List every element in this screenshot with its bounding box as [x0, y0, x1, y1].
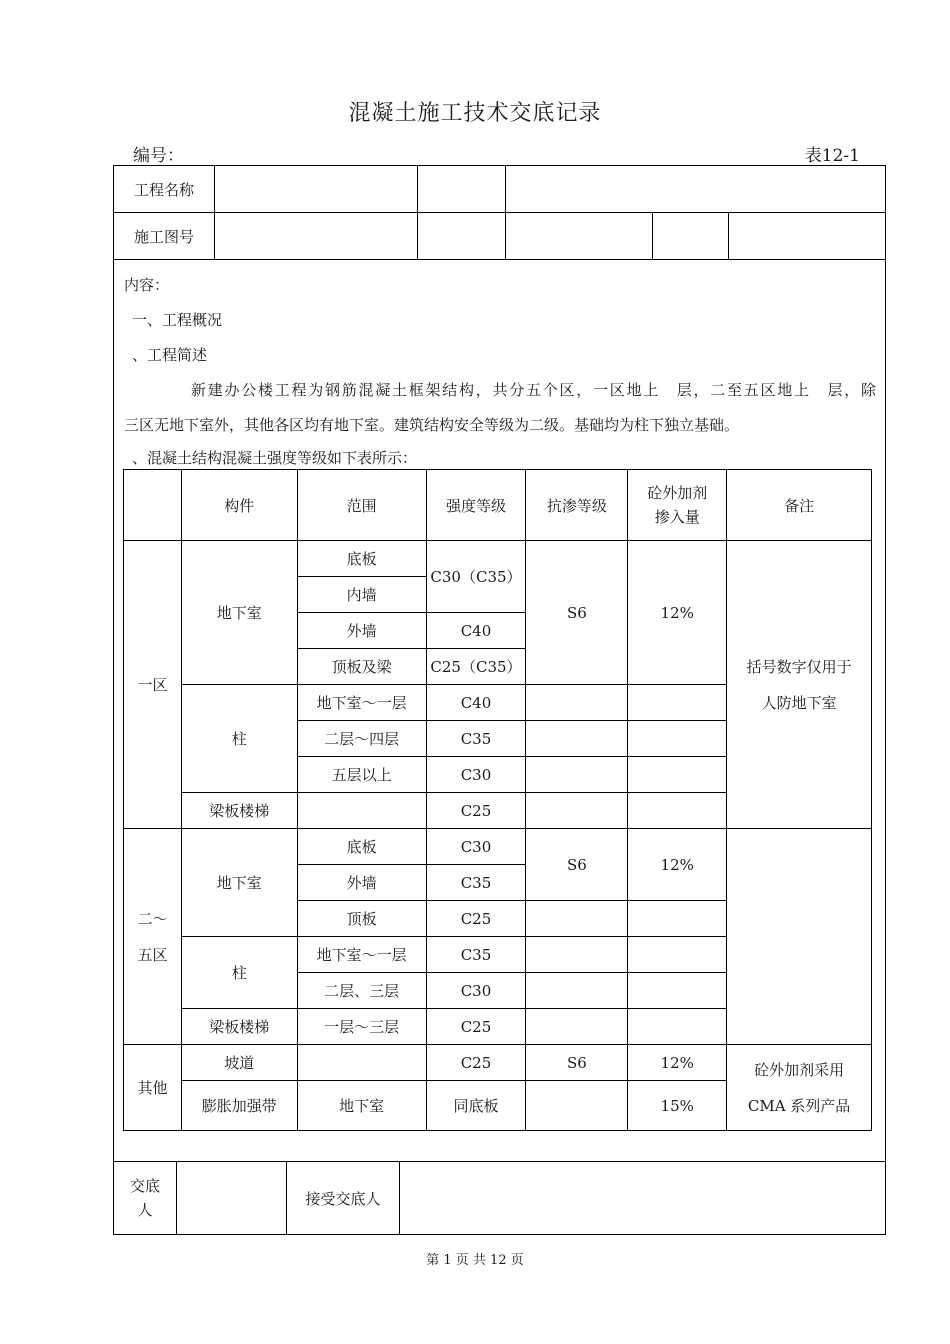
- zone2-roof-imp: [526, 901, 628, 937]
- zone2-col-range-1: 地下室～一层: [297, 937, 426, 973]
- zone2-col-grade-2: C30: [426, 973, 526, 1009]
- zone2-s6: S6: [526, 829, 628, 901]
- zone1-stairs-scope: [297, 793, 426, 829]
- zone2-label: [124, 829, 182, 1045]
- zone1-col-imp-1: [526, 685, 628, 721]
- document-title: 混凝土施工技术交底记录: [348, 101, 602, 126]
- zone1-roof-beam: 顶板及梁: [297, 649, 426, 685]
- subsection-heading: 、工程简述: [132, 346, 208, 364]
- zone1-stairs-adm: [628, 793, 727, 829]
- zone1-col-range-2: 二层～四层: [297, 721, 426, 757]
- receiver-label: 接受交底人: [287, 1162, 400, 1235]
- discloser-field[interactable]: [177, 1162, 287, 1235]
- project-name-field-2[interactable]: [418, 166, 506, 213]
- header-remark: 备注: [727, 470, 872, 541]
- zone1-outer-wall: 外墙: [297, 613, 426, 649]
- zone2-column: 柱: [181, 937, 297, 1009]
- zone2-remark: [727, 829, 872, 1045]
- header-scope: 范围: [297, 470, 426, 541]
- header-impermeability: 抗渗等级: [526, 470, 628, 541]
- other-ramp-scope: [297, 1045, 426, 1081]
- table-code: 表12-1: [804, 146, 860, 166]
- discloser-label-1: 交底: [129, 1177, 160, 1195]
- header-zone: [124, 470, 182, 541]
- discloser-label: [114, 1162, 177, 1235]
- zone1-col-grade-3: C30: [426, 757, 526, 793]
- other-ramp: 坡道: [181, 1045, 297, 1081]
- subsection-heading-2: 、混凝土结构混凝土强度等级如下表所示：: [132, 449, 418, 467]
- zone1-col-grade-1: C40: [426, 685, 526, 721]
- header-admixture-2: 掺入量: [654, 508, 700, 526]
- zone2-outer-wall: 外墙: [297, 865, 426, 901]
- paragraph-line-1: 新建办公楼工程为钢筋混凝土框架结构，共分五个区，一区地上 层，二至五区地上 层，除: [191, 381, 876, 399]
- zone1-remark-1: 括号数字仅用于: [746, 657, 852, 676]
- zone2-basement: 地下室: [181, 829, 297, 937]
- zone1-stairs: 梁板楼梯: [181, 793, 297, 829]
- zone2-col-imp-2: [526, 973, 628, 1009]
- zone2-base-plate: 底板: [297, 829, 426, 865]
- other-remark-1: 砼外加剂采用: [754, 1060, 845, 1079]
- zone2-col-range-2: 二层、三层: [297, 973, 426, 1009]
- strength-grade-table: [123, 469, 872, 1131]
- drawing-no-field-2[interactable]: [418, 213, 506, 260]
- zone1-base-plate: 底板: [297, 541, 426, 577]
- other-band-pct: 15%: [628, 1081, 727, 1131]
- zone1-grade-c30c35: C30（C35）: [426, 541, 526, 613]
- receiver-field[interactable]: [400, 1162, 886, 1235]
- other-ramp-s6: S6: [526, 1045, 628, 1081]
- zone2-stairs-grade: C25: [426, 1009, 526, 1045]
- zone2-label-2: 五区: [137, 945, 168, 964]
- header-component: 构件: [181, 470, 297, 541]
- zone1-remark-2: 人防地下室: [761, 693, 837, 712]
- drawing-no-label: 施工图号: [114, 213, 215, 260]
- zone2-roof-adm: [628, 901, 727, 937]
- other-remark: [727, 1045, 872, 1131]
- paragraph-line-2: 三区无地下室外，其他各区均有地下室。建筑结构安全等级为二级。基础均为柱下独立基础。: [124, 416, 740, 434]
- other-ramp-grade: C25: [426, 1045, 526, 1081]
- section-heading: 一、工程概况: [132, 311, 223, 329]
- drawing-no-field[interactable]: [215, 213, 418, 260]
- project-name-field[interactable]: [215, 166, 418, 213]
- other-band-imp: [526, 1081, 628, 1131]
- zone2-stairs: 梁板楼梯: [181, 1009, 297, 1045]
- zone1-column: 柱: [181, 685, 297, 793]
- zone1-grade-c40: C40: [426, 613, 526, 649]
- discloser-label-2: 人: [137, 1201, 153, 1219]
- record-frame: [113, 165, 886, 1235]
- zone2-grade-roof: C25: [426, 901, 526, 937]
- zone2-roof: 顶板: [297, 901, 426, 937]
- content-label: 内容：: [124, 276, 170, 294]
- other-remark-2: CMA 系列产品: [747, 1096, 851, 1115]
- other-band-scope: 地下室: [297, 1081, 426, 1131]
- content-section: [124, 268, 876, 473]
- zone2-col-grade-1: C35: [426, 937, 526, 973]
- zone2-grade-ow: C35: [426, 865, 526, 901]
- zone1-pct: 12%: [628, 541, 727, 685]
- number-label: 编号：: [133, 146, 184, 166]
- zone1-col-imp-3: [526, 757, 628, 793]
- zone1-grade-c25c35: C25（C35）: [426, 649, 526, 685]
- zone1-stairs-grade: C25: [426, 793, 526, 829]
- drawing-no-field-4[interactable]: [653, 213, 729, 260]
- other-ramp-pct: 12%: [628, 1045, 727, 1081]
- zone1-s6: S6: [526, 541, 628, 685]
- zone1-col-adm-2: [628, 721, 727, 757]
- zone2-grade-bp: C30: [426, 829, 526, 865]
- header-table: [113, 165, 886, 260]
- zone1-col-grade-2: C35: [426, 721, 526, 757]
- zone1-col-imp-2: [526, 721, 628, 757]
- zone1-basement: 地下室: [181, 541, 297, 685]
- number-line: [133, 141, 860, 166]
- zone2-pct: 12%: [628, 829, 727, 901]
- zone1-col-range-1: 地下室～一层: [297, 685, 426, 721]
- project-name-label: 工程名称: [114, 166, 215, 213]
- zone1-col-adm-3: [628, 757, 727, 793]
- drawing-no-field-3[interactable]: [506, 213, 653, 260]
- other-label: 其他: [124, 1045, 182, 1131]
- other-band-grade: 同底板: [426, 1081, 526, 1131]
- zone2-stairs-scope: 一层～三层: [297, 1009, 426, 1045]
- zone1-inner-wall: 内墙: [297, 577, 426, 613]
- zone2-col-adm-2: [628, 973, 727, 1009]
- other-band: 膨胀加强带: [181, 1081, 297, 1131]
- zone2-col-imp-1: [526, 937, 628, 973]
- zone1-label: 一区: [124, 541, 182, 829]
- zone2-stairs-adm: [628, 1009, 727, 1045]
- signature-table: [113, 1161, 886, 1235]
- drawing-no-field-5[interactable]: [729, 213, 886, 260]
- header-admixture-1: 砼外加剂: [647, 484, 708, 502]
- zone1-col-adm-1: [628, 685, 727, 721]
- page-indicator: 第 1 页 共 12 页: [426, 1253, 524, 1268]
- header-grade: 强度等级: [426, 470, 526, 541]
- project-name-field-3[interactable]: [506, 166, 886, 213]
- zone1-col-range-3: 五层以上: [297, 757, 426, 793]
- zone2-stairs-imp: [526, 1009, 628, 1045]
- zone2-label-1: 二～: [137, 909, 168, 928]
- zone1-stairs-imp: [526, 793, 628, 829]
- zone1-remark: [727, 541, 872, 829]
- header-admixture: [628, 470, 727, 541]
- zone2-col-adm-1: [628, 937, 727, 973]
